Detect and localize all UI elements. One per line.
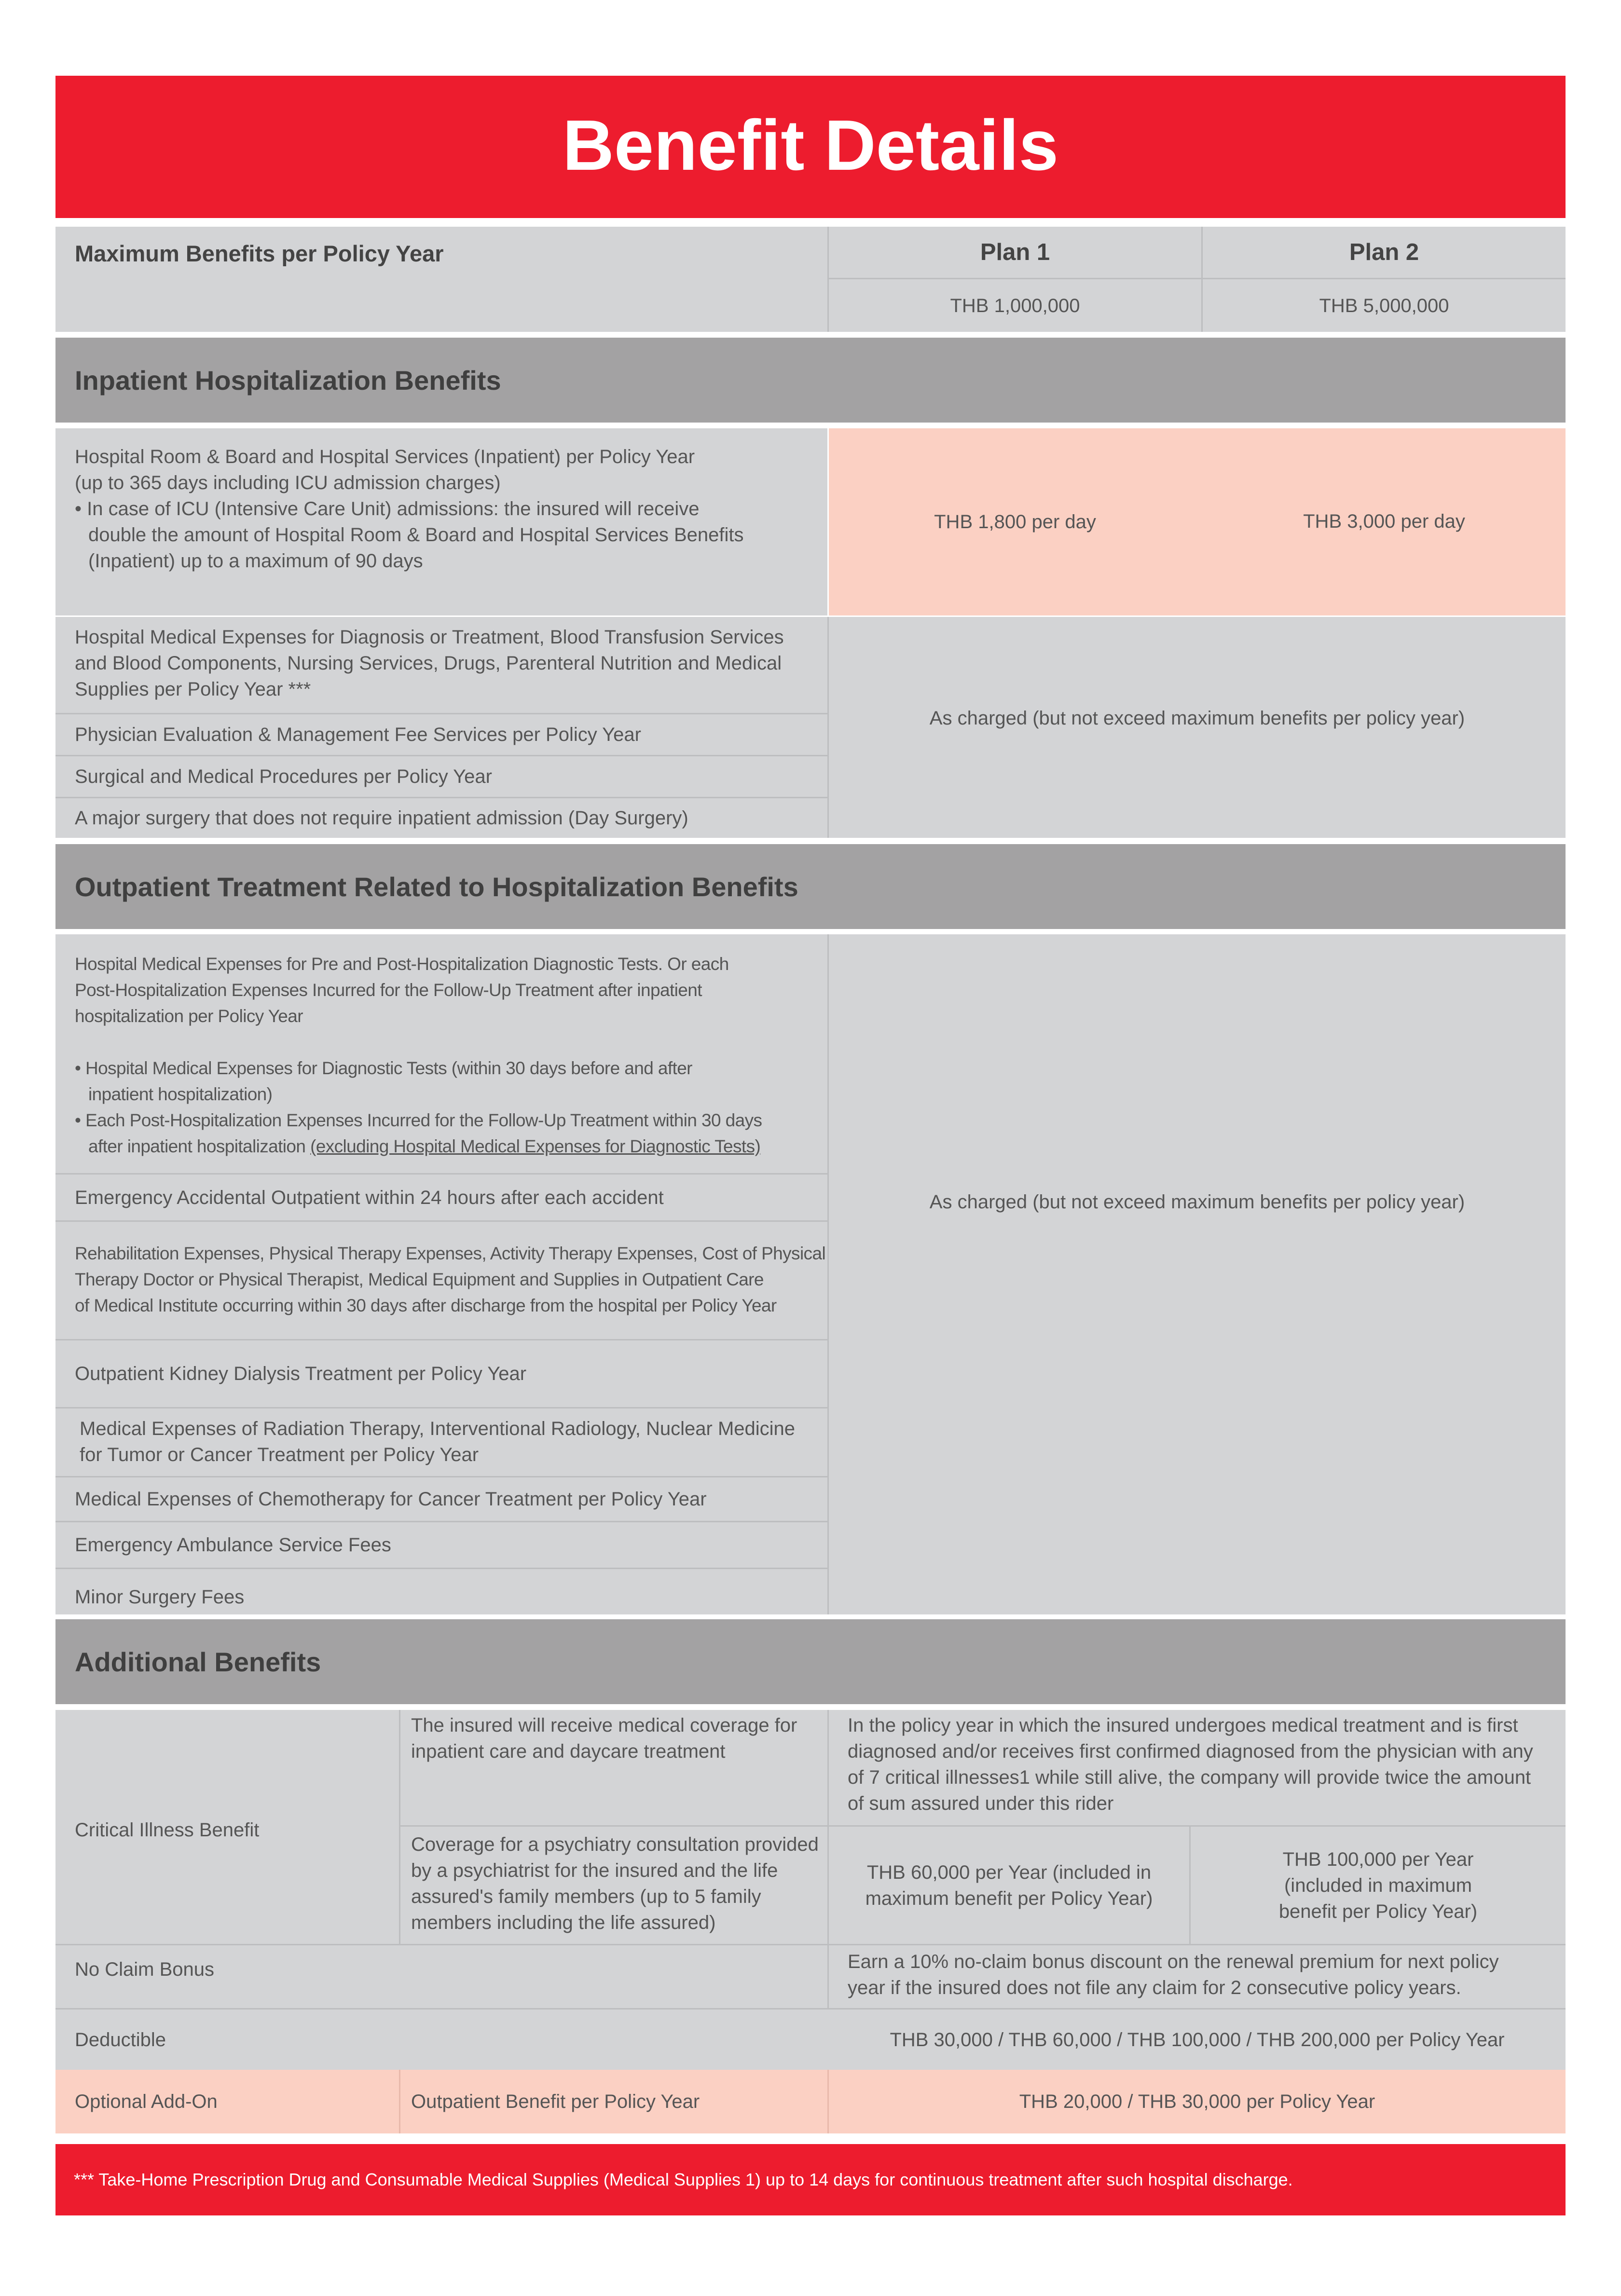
ci-plan2-line-2: (included in maximum xyxy=(1284,1874,1472,1896)
medical-expenses-row xyxy=(75,624,818,702)
room-plan2-value: THB 3,000 per day xyxy=(1303,511,1465,532)
ci-desc2-line-1: Coverage for a psychiatry consultation provided xyxy=(411,1834,819,1855)
ci-desc2-line-3: assured's family members (up to 5 family xyxy=(411,1886,761,1907)
ci-value-line-1: In the policy year in which the insured undergoes medical treatment and is first xyxy=(848,1715,1518,1736)
ci-desc1-line-1: The insured will receive medical coverage for xyxy=(411,1715,797,1736)
pre-post-hospitalization-row xyxy=(75,951,827,1160)
deductible-value: THB 30,000 / THB 60,000 / THB 100,000 / THB 200,000 per Policy Year xyxy=(890,2029,1505,2050)
room-line-4: double the amount of Hospital Room & Board and Hospital Services Benefits xyxy=(88,524,744,546)
section-inpatient-title: Inpatient Hospitalization Benefits xyxy=(75,365,501,396)
optional-addon-description: Outpatient Benefit per Policy Year xyxy=(411,2091,700,2112)
room-line-5: (Inpatient) up to a maximum of 90 days xyxy=(88,550,423,572)
room-board-row xyxy=(55,428,827,615)
optional-addon-value: THB 20,000 / THB 30,000 per Policy Year xyxy=(1019,2091,1375,2112)
ci-psychiatry-description xyxy=(411,1831,826,1936)
ci-desc2-line-4: members including the life assured) xyxy=(411,1912,716,1933)
ci-psychiatry-plan2 xyxy=(1191,1827,1566,1944)
ci-value-line-4: of sum assured under this rider xyxy=(848,1793,1114,1814)
rehab-line-2: Therapy Doctor or Physical Therapist, Medical Equipment and Supplies in Outpatient Care xyxy=(75,1270,764,1289)
plan1-header: Plan 1 xyxy=(980,239,1050,265)
ci-psychiatry-plan1 xyxy=(829,1827,1189,1944)
medical-line-3: Supplies per Policy Year *** xyxy=(75,679,311,700)
plan1-amount: THB 1,000,000 xyxy=(950,295,1080,316)
ci-plan1-line-1: THB 60,000 per Year (included in xyxy=(866,1861,1152,1883)
plan2-header: Plan 2 xyxy=(1349,239,1419,265)
page-title: Benefit Details xyxy=(562,106,1059,185)
pre-post-line-1: Hospital Medical Expenses for Pre and Post-Hospitalization Diagnostic Tests. Or each xyxy=(75,954,729,974)
ci-plan1-line-2: maximum benefit per Policy Year) xyxy=(865,1887,1153,1909)
radiation-therapy-row xyxy=(80,1416,823,1468)
ci-plan2-line-1: THB 100,000 per Year xyxy=(1282,1848,1474,1870)
max-benefits-label: Maximum Benefits per Policy Year xyxy=(75,241,444,266)
room-line-2: (up to 365 days including ICU admission charges) xyxy=(75,472,501,493)
rehabilitation-row xyxy=(75,1241,827,1319)
title-banner xyxy=(55,76,1566,218)
pre-post-line-2: Post-Hospitalization Expenses Incurred for the Follow-Up Treatment after inpatient xyxy=(75,980,702,1000)
ci-coverage-value xyxy=(848,1712,1557,1817)
physician-fee-row: Physician Evaluation & Management Fee Services per Policy Year xyxy=(75,724,641,745)
ci-desc1-line-2: inpatient care and daycare treatment xyxy=(411,1741,726,1762)
room-line-1: Hospital Room & Board and Hospital Services (Inpatient) per Policy Year xyxy=(75,446,695,467)
no-claim-bonus-label: No Claim Bonus xyxy=(75,1959,215,1980)
room-plan1-value: THB 1,800 per day xyxy=(934,511,1096,533)
ncb-line-2: year if the insured does not file any claim for 2 consecutive policy years. xyxy=(848,1977,1461,1998)
section-additional xyxy=(55,1619,1566,1704)
ci-value-line-3: of 7 critical illnesses1 while still alive, the company will provide twice the amount xyxy=(848,1767,1531,1788)
room-line-3: • In case of ICU (Intensive Care Unit) admissions: the insured will receive xyxy=(75,498,700,519)
minor-surgery-row: Minor Surgery Fees xyxy=(75,1586,245,1608)
pre-post-line-3: hospitalization per Policy Year xyxy=(75,1006,303,1026)
kidney-dialysis-row: Outpatient Kidney Dialysis Treatment per Policy Year xyxy=(75,1363,527,1384)
footnote-bar xyxy=(55,2144,1566,2215)
section-outpatient-title: Outpatient Treatment Related to Hospitalization Benefits xyxy=(75,871,798,902)
ambulance-row: Emergency Ambulance Service Fees xyxy=(75,1534,391,1556)
surgical-procedures-row: Surgical and Medical Procedures per Policy Year xyxy=(75,766,492,787)
radiation-line-1: Medical Expenses of Radiation Therapy, Interventional Radiology, Nuclear Medicine xyxy=(80,1418,796,1439)
deductible-label: Deductible xyxy=(75,2029,166,2050)
bullet1-line-2: inpatient hospitalization) xyxy=(88,1084,273,1104)
section-outpatient xyxy=(55,844,1566,929)
rehab-line-1: Rehabilitation Expenses, Physical Therapy Expenses, Activity Therapy Expenses, Cost of Physical xyxy=(75,1244,826,1263)
chemotherapy-row: Medical Expenses of Chemotherapy for Cancer Treatment per Policy Year xyxy=(75,1489,707,1510)
radiation-line-2: for Tumor or Cancer Treatment per Policy Year xyxy=(80,1444,479,1465)
ci-desc2-line-2: by a psychiatrist for the insured and the life xyxy=(411,1860,778,1881)
day-surgery-row: A major surgery that does not require inpatient admission (Day Surgery) xyxy=(75,807,688,829)
ncb-line-1: Earn a 10% no-claim bonus discount on the renewal premium for next policy xyxy=(848,1951,1499,1972)
ci-plan2-line-3: benefit per Policy Year) xyxy=(1278,1900,1478,1922)
outpatient-as-charged: As charged (but not exceed maximum benefits per policy year) xyxy=(929,1191,1465,1213)
plan2-amount: THB 5,000,000 xyxy=(1319,295,1449,316)
section-additional-title: Additional Benefits xyxy=(75,1646,321,1677)
optional-addon-label: Optional Add-On xyxy=(75,2091,218,2112)
ci-coverage-description xyxy=(411,1712,821,1764)
section-inpatient xyxy=(55,338,1566,423)
bullet2-line-2-text: after inpatient hospitalization xyxy=(88,1136,311,1156)
medical-line-2: and Blood Components, Nursing Services, Drugs, Parenteral Nutrition and Medical xyxy=(75,653,782,674)
footnote-text: *** Take-Home Prescription Drug and Consumable Medical Supplies (Medical Supplies 1) up to 14 days for continuous treatment after such hospital discharge. xyxy=(74,2170,1293,2189)
inpatient-as-charged: As charged (but not exceed maximum benefits per policy year) xyxy=(929,708,1465,729)
bullet2-exclusion-note: (excluding Hospital Medical Expenses for Diagnostic Tests) xyxy=(310,1136,761,1156)
rehab-line-3: of Medical Institute occurring within 30 days after discharge from the hospital per Policy Year xyxy=(75,1296,777,1315)
bullet2-line-1: • Each Post-Hospitalization Expenses Incurred for the Follow-Up Treatment within 30 days xyxy=(75,1110,762,1130)
bullet2-line-2 xyxy=(75,1134,827,1160)
critical-illness-label: Critical Illness Benefit xyxy=(75,1819,260,1841)
bullet1-line-1: • Hospital Medical Expenses for Diagnostic Tests (within 30 days before and after xyxy=(75,1058,692,1078)
ci-value-line-2: diagnosed and/or receives first confirmed diagnosed from the physician with any xyxy=(848,1741,1533,1762)
medical-line-1: Hospital Medical Expenses for Diagnosis or Treatment, Blood Transfusion Services xyxy=(75,627,784,648)
emergency-accident-row: Emergency Accidental Outpatient within 24 hours after each accident xyxy=(75,1187,664,1208)
no-claim-bonus-value xyxy=(848,1949,1557,2001)
